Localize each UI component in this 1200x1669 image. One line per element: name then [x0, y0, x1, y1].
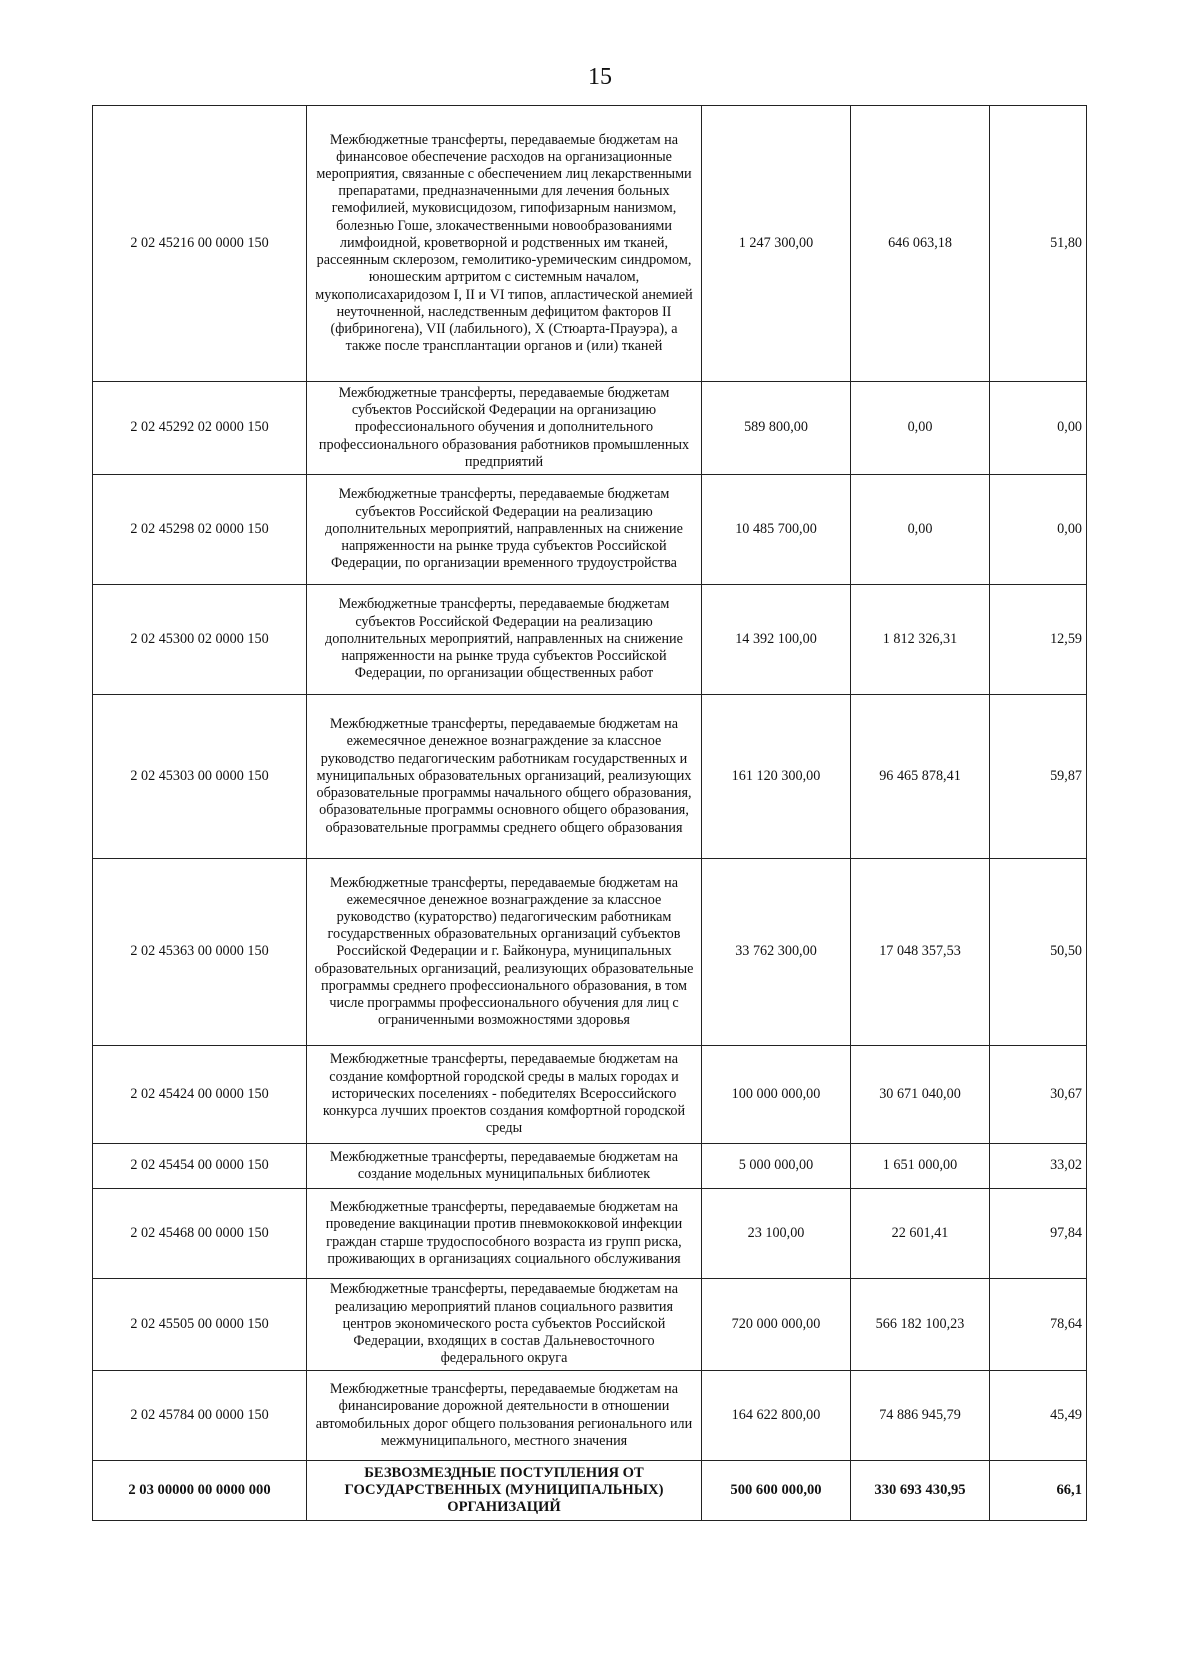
actual-amount-cell: 74 886 945,79 — [851, 1371, 990, 1461]
description-cell: Межбюджетные трансферты, передаваемые бюджетам на финансирование дорожной деятельности в отношении автомобильных дорог общего пользования регионального или межмуниципального, местного значения — [307, 1371, 702, 1461]
execution-percent-cell: 0,00 — [990, 382, 1087, 475]
table-row — [93, 1144, 1087, 1189]
description-cell: Межбюджетные трансферты, передаваемые бюджетам на создание модельных муниципальных библиотек — [307, 1144, 702, 1189]
execution-percent-cell: 66,1 — [990, 1461, 1087, 1521]
planned-amount-cell: 5 000 000,00 — [702, 1144, 851, 1189]
actual-amount-cell: 646 063,18 — [851, 106, 990, 382]
actual-amount-cell: 30 671 040,00 — [851, 1046, 990, 1144]
planned-amount-cell: 589 800,00 — [702, 382, 851, 475]
budget-code-cell: 2 02 45454 00 0000 150 — [93, 1144, 307, 1189]
table-row — [93, 1371, 1087, 1461]
table-row — [93, 475, 1087, 585]
budget-code-cell: 2 02 45784 00 0000 150 — [93, 1371, 307, 1461]
description-cell: Межбюджетные трансферты, передаваемые бюджетам субъектов Российской Федерации на организацию профессионального обучения и дополнительного профессионального образования работников промышленных предприятий — [307, 382, 702, 475]
planned-amount-cell: 500 600 000,00 — [702, 1461, 851, 1521]
execution-percent-cell: 33,02 — [990, 1144, 1087, 1189]
table-row — [93, 106, 1087, 382]
revenue-table — [92, 105, 1087, 1521]
budget-code-cell: 2 02 45300 02 0000 150 — [93, 585, 307, 695]
actual-amount-cell: 0,00 — [851, 382, 990, 475]
execution-percent-cell: 51,80 — [990, 106, 1087, 382]
planned-amount-cell: 10 485 700,00 — [702, 475, 851, 585]
planned-amount-cell: 23 100,00 — [702, 1189, 851, 1279]
actual-amount-cell: 17 048 357,53 — [851, 859, 990, 1046]
budget-code-cell: 2 02 45303 00 0000 150 — [93, 695, 307, 859]
budget-code-cell: 2 02 45216 00 0000 150 — [93, 106, 307, 382]
table-row — [93, 382, 1087, 475]
total-row — [93, 1461, 1087, 1521]
description-cell: Межбюджетные трансферты, передаваемые бюджетам субъектов Российской Федерации на реализацию дополнительных мероприятий, направленных на снижение напряженности на рынке труда субъектов Российской Федерации, по организации общественных работ — [307, 585, 702, 695]
actual-amount-cell: 1 812 326,31 — [851, 585, 990, 695]
budget-code-cell: 2 03 00000 00 0000 000 — [93, 1461, 307, 1521]
description-cell: Межбюджетные трансферты, передаваемые бюджетам субъектов Российской Федерации на реализацию дополнительных мероприятий, направленных на снижение напряженности на рынке труда субъектов Российской Федерации, по организации временного трудоустройства — [307, 475, 702, 585]
table-row — [93, 1046, 1087, 1144]
budget-code-cell: 2 02 45505 00 0000 150 — [93, 1279, 307, 1371]
page-number: 15 — [588, 64, 612, 90]
description-cell: Межбюджетные трансферты, передаваемые бюджетам на проведение вакцинации против пневмококковой инфекции граждан старше трудоспособного возраста из групп риска, проживающих в организациях социального обслуживания — [307, 1189, 702, 1279]
execution-percent-cell: 30,67 — [990, 1046, 1087, 1144]
execution-percent-cell: 59,87 — [990, 695, 1087, 859]
description-cell: Межбюджетные трансферты, передаваемые бюджетам на финансовое обеспечение расходов на организационные мероприятия, связанные с обеспечением лиц лекарственными препаратами, предназначенными для лечения больных гемофилией, муковисцидозом, гипофизарным нанизмом, болезнью Гоше, злокачественными новообразованиями лимфоидной, кроветворной и родственных им тканей, рассеянным склерозом, гемолитико-уремическим синдромом, юношеским артритом с системным началом, мукополисахаридозом I, II и VI типов, апластической анемией неуточненной, наследственным дефицитом факторов II (фибриногена), VII (лабильного), X (Стюарта-Прауэра), а также после трансплантации органов и (или) тканей — [307, 106, 702, 382]
actual-amount-cell: 96 465 878,41 — [851, 695, 990, 859]
execution-percent-cell: 97,84 — [990, 1189, 1087, 1279]
actual-amount-cell: 330 693 430,95 — [851, 1461, 990, 1521]
description-cell: Межбюджетные трансферты, передаваемые бюджетам на реализацию мероприятий планов социального развития центров экономического роста субъектов Российской Федерации, входящих в состав Дальневосточного федерального округа — [307, 1279, 702, 1371]
budget-code-cell: 2 02 45363 00 0000 150 — [93, 859, 307, 1046]
actual-amount-cell: 22 601,41 — [851, 1189, 990, 1279]
description-cell: Межбюджетные трансферты, передаваемые бюджетам на ежемесячное денежное вознаграждение за классное руководство (кураторство) педагогическим работникам государственных образовательных организаций субъектов Российской Федерации и г. Байконура, муниципальных образовательных организаций, реализующих образовательные программы среднего профессионального образования, в том числе программы профессионального обучения для лиц с ограниченными возможностями здоровья — [307, 859, 702, 1046]
description-cell: Межбюджетные трансферты, передаваемые бюджетам на создание комфортной городской среды в малых городах и исторических поселениях - победителях Всероссийского конкурса лучших проектов создания комфортной городской среды — [307, 1046, 702, 1144]
table-row — [93, 859, 1087, 1046]
planned-amount-cell: 720 000 000,00 — [702, 1279, 851, 1371]
execution-percent-cell: 0,00 — [990, 475, 1087, 585]
table-row — [93, 1189, 1087, 1279]
execution-percent-cell: 12,59 — [990, 585, 1087, 695]
planned-amount-cell: 161 120 300,00 — [702, 695, 851, 859]
planned-amount-cell: 1 247 300,00 — [702, 106, 851, 382]
execution-percent-cell: 45,49 — [990, 1371, 1087, 1461]
execution-percent-cell: 50,50 — [990, 859, 1087, 1046]
planned-amount-cell: 100 000 000,00 — [702, 1046, 851, 1144]
table-row — [93, 695, 1087, 859]
budget-code-cell: 2 02 45292 02 0000 150 — [93, 382, 307, 475]
actual-amount-cell: 1 651 000,00 — [851, 1144, 990, 1189]
planned-amount-cell: 33 762 300,00 — [702, 859, 851, 1046]
execution-percent-cell: 78,64 — [990, 1279, 1087, 1371]
budget-code-cell: 2 02 45424 00 0000 150 — [93, 1046, 307, 1144]
planned-amount-cell: 164 622 800,00 — [702, 1371, 851, 1461]
table-row — [93, 585, 1087, 695]
budget-code-cell: 2 02 45298 02 0000 150 — [93, 475, 307, 585]
budget-code-cell: 2 02 45468 00 0000 150 — [93, 1189, 307, 1279]
planned-amount-cell: 14 392 100,00 — [702, 585, 851, 695]
actual-amount-cell: 566 182 100,23 — [851, 1279, 990, 1371]
description-cell: Межбюджетные трансферты, передаваемые бюджетам на ежемесячное денежное вознаграждение за классное руководство педагогическим работникам государственных и муниципальных образовательных организаций, реализующих образовательные программы начального общего образования, образовательные программы основного общего образования, образовательные программы среднего общего образования — [307, 695, 702, 859]
actual-amount-cell: 0,00 — [851, 475, 990, 585]
description-cell: БЕЗВОЗМЕЗДНЫЕ ПОСТУПЛЕНИЯ ОТ ГОСУДАРСТВЕННЫХ (МУНИЦИПАЛЬНЫХ) ОРГАНИЗАЦИЙ — [307, 1461, 702, 1521]
table-row — [93, 1279, 1087, 1371]
